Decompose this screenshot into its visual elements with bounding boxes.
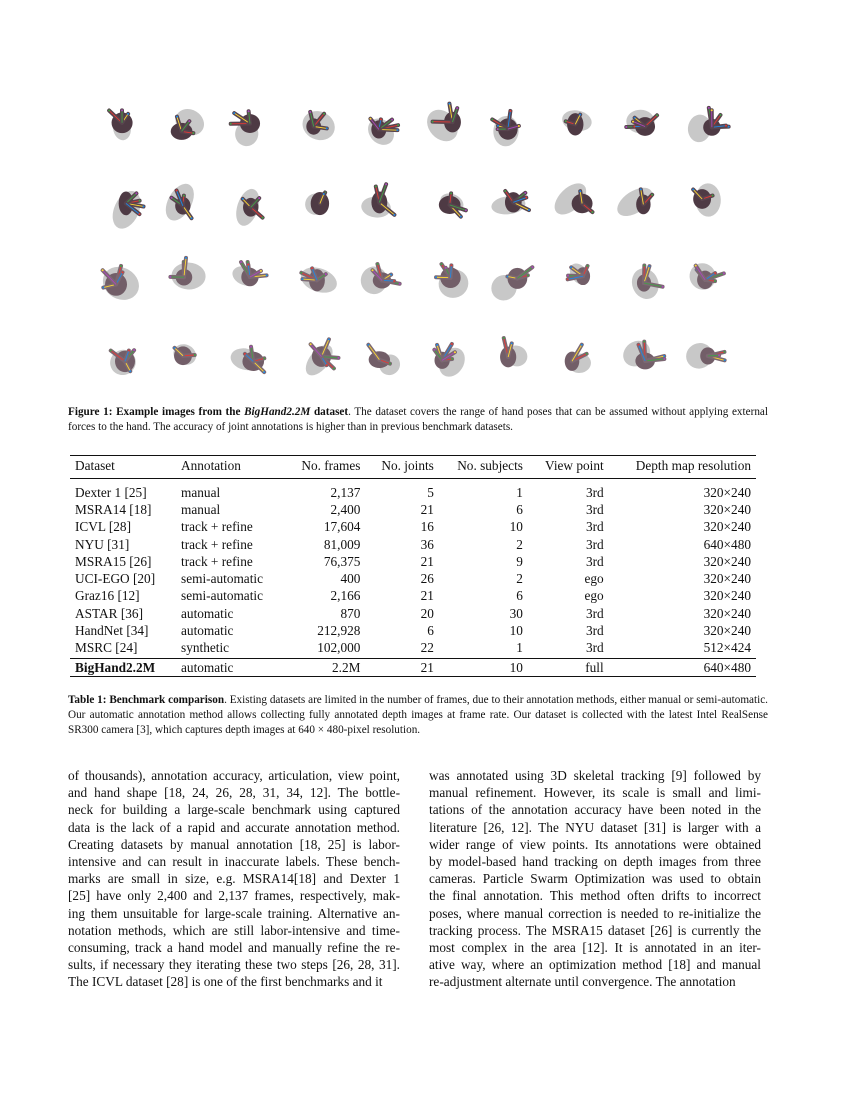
table-row	[70, 519, 756, 536]
hand-depth-image	[161, 100, 213, 152]
cell-joints: 20	[420, 605, 434, 621]
hand-icon	[616, 100, 668, 152]
hand-icon	[616, 254, 668, 306]
hand-depth-image	[681, 331, 733, 383]
hand-depth-image	[486, 254, 538, 306]
hand-icon	[291, 100, 343, 152]
hand-image-grid	[90, 96, 760, 388]
hand-icon	[616, 177, 668, 229]
hand-depth-image	[161, 254, 213, 306]
hand-icon	[161, 331, 213, 383]
cell-dataset: ASTAR [36]	[75, 605, 144, 621]
header-subjects: No. subjects	[457, 458, 523, 473]
hand-icon	[551, 177, 603, 229]
hand-depth-image	[551, 331, 603, 383]
cell-resolution: 320×240	[703, 553, 751, 569]
hand-icon	[551, 331, 603, 383]
hand-icon	[681, 177, 733, 229]
hand-depth-image	[681, 254, 733, 306]
body-column-right	[429, 767, 761, 991]
cell-view-point: ego	[584, 588, 604, 604]
hand-icon	[421, 331, 473, 383]
cell-subjects: 1	[516, 640, 523, 656]
hand-depth-image	[356, 254, 408, 306]
hand-depth-image	[421, 331, 473, 383]
cell-view-point: 3rd	[585, 553, 604, 569]
hand-depth-image	[291, 177, 343, 229]
cell-frames: 17,604	[323, 519, 361, 535]
hand-icon	[226, 177, 278, 229]
table-caption-resolution: 640 × 480	[298, 724, 344, 736]
hand-depth-image	[421, 254, 473, 306]
cell-view-point: full	[528, 658, 609, 676]
hand-icon	[486, 331, 538, 383]
cell-annotation: track + refine	[181, 553, 253, 569]
hand-depth-image	[421, 100, 473, 152]
text-line: ative way, where an optimization method [18] and manual	[429, 957, 761, 973]
body-column-left	[68, 767, 400, 991]
text-line: and hand shape [18, 24, 26, 28, 31, 34, 12]. The bottle-	[68, 785, 400, 801]
hand-depth-image	[356, 100, 408, 152]
hand-depth-image	[616, 254, 668, 306]
table-row	[70, 501, 756, 518]
text-line: The ICVL dataset [28] is one of the first benchmarks and it	[68, 974, 383, 990]
hand-icon	[486, 100, 538, 152]
text-line: consuming, track a hand model and manually refine the re-	[68, 940, 400, 956]
text-line: most complex in the area [12]. It is annotated in an iter-	[429, 940, 761, 956]
cell-annotation: manual	[181, 501, 221, 517]
cell-resolution: 640×480	[703, 536, 751, 552]
cell-joints: 5	[427, 484, 434, 500]
text-line: poses, where manual correction is needed to re-initialize the	[429, 905, 761, 921]
hand-icon	[161, 100, 213, 152]
hand-icon	[551, 254, 603, 306]
cell-view-point: ego	[584, 571, 604, 587]
cell-resolution: 320×240	[703, 605, 751, 621]
hand-depth-image	[226, 177, 278, 229]
hand-icon	[486, 177, 538, 229]
hand-icon	[291, 331, 343, 383]
table-caption-end: -pixel resolution.	[343, 724, 421, 736]
text-line: manual refinement. However, its scale is small and limi-	[429, 785, 761, 801]
hand-depth-image	[96, 331, 148, 383]
cell-frames: 870	[340, 605, 361, 621]
cell-dataset: BigHand2.2M	[70, 658, 176, 676]
cell-frames: 400	[340, 571, 361, 587]
header-view-point: View point	[545, 458, 604, 473]
cell-view-point: 3rd	[585, 501, 604, 517]
cell-subjects: 2	[516, 536, 523, 552]
cell-view-point: 3rd	[585, 623, 604, 639]
text-line: tracking process. The MSRA15 dataset [26] is currently the	[429, 922, 761, 938]
hand-icon	[421, 177, 473, 229]
hand-depth-image	[226, 100, 278, 152]
hand-depth-image	[96, 177, 148, 229]
hand-icon	[96, 331, 148, 383]
cell-resolution: 320×240	[703, 623, 751, 639]
text-line: notation methods, which are still labor-intensive and time-	[68, 922, 400, 938]
table-row	[70, 640, 756, 659]
cell-joints: 21	[420, 553, 434, 569]
cell-dataset: NYU [31]	[75, 536, 130, 552]
hand-icon	[161, 177, 213, 229]
cell-resolution: 320×240	[703, 501, 751, 517]
text-line: wider range of view points. Its annotations were obtained	[429, 836, 761, 852]
hand-icon	[96, 254, 148, 306]
cell-subjects: 2	[516, 571, 523, 587]
table-row	[70, 622, 756, 639]
cell-resolution: 640×480	[609, 658, 756, 676]
header-dataset: Dataset	[75, 458, 115, 473]
table-caption	[68, 693, 768, 738]
hand-depth-image	[226, 331, 278, 383]
cell-subjects: 6	[516, 588, 523, 604]
hand-icon	[486, 254, 538, 306]
cell-resolution: 320×240	[703, 484, 751, 500]
cell-frames: 2,400	[330, 501, 361, 517]
cell-annotation: automatic	[181, 623, 234, 639]
text-line: of thousands), annotation accuracy, articulation, view point,	[68, 768, 400, 783]
cell-view-point: 3rd	[585, 640, 604, 656]
cell-joints: 22	[420, 640, 434, 656]
cell-subjects: 10	[509, 519, 523, 535]
hand-depth-image	[161, 177, 213, 229]
cell-view-point: 3rd	[585, 605, 604, 621]
cell-joints: 36	[420, 536, 434, 552]
hand-depth-image	[551, 177, 603, 229]
cell-annotation: automatic	[176, 658, 284, 676]
hand-icon	[421, 100, 473, 152]
hand-icon	[226, 254, 278, 306]
cell-joints: 21	[420, 501, 434, 517]
cell-dataset: MSRA14 [18]	[75, 501, 152, 517]
cell-frames: 212,928	[317, 623, 361, 639]
hand-depth-image	[551, 100, 603, 152]
cell-subjects: 6	[516, 501, 523, 517]
hand-icon	[96, 177, 148, 229]
cell-resolution: 512×424	[703, 640, 751, 656]
hand-depth-image	[226, 254, 278, 306]
cell-view-point: 3rd	[585, 536, 604, 552]
hand-depth-image	[616, 177, 668, 229]
hand-depth-image	[486, 331, 538, 383]
table-header-row	[70, 456, 756, 479]
table-row	[70, 570, 756, 587]
header-annotation: Annotation	[181, 458, 241, 473]
text-line: data is the lack of a rapid and accurate annotation method.	[68, 819, 400, 835]
text-line: the final annotation. This method often drifts to incorrect	[429, 888, 761, 904]
cell-frames: 2,166	[330, 588, 361, 604]
cell-view-point: 3rd	[585, 519, 604, 535]
hand-depth-image	[681, 100, 733, 152]
hand-icon	[356, 177, 408, 229]
cell-frames: 81,009	[323, 536, 361, 552]
cell-annotation: synthetic	[181, 640, 230, 656]
hand-icon	[421, 254, 473, 306]
cell-subjects: 9	[516, 553, 523, 569]
table-row	[70, 479, 756, 502]
hand-icon	[551, 100, 603, 152]
hand-depth-image	[486, 100, 538, 152]
hand-depth-image	[551, 254, 603, 306]
text-line: re-adjustment alternate until convergence. The annotation	[429, 974, 736, 990]
text-line: Creating datasets by manual annotation [18, 25] is labor-	[68, 836, 400, 852]
hand-icon	[681, 100, 733, 152]
figure-caption-label: Figure 1: Example images from the BigHand2.2M dataset	[68, 406, 349, 418]
header-resolution: Depth map resolution	[635, 458, 751, 473]
cell-joints: 21	[420, 588, 434, 604]
table-row	[70, 588, 756, 605]
text-line: literature [26, 12]. The NYU dataset [31] is larger with a	[429, 819, 761, 835]
text-line: cameras. Particle Swarm Optimization was used to obtain	[429, 871, 761, 887]
cell-frames: 76,375	[323, 553, 361, 569]
hand-icon	[96, 100, 148, 152]
hand-icon	[226, 100, 278, 152]
hand-depth-image	[291, 100, 343, 152]
hand-depth-image	[356, 177, 408, 229]
cell-frames: 2,137	[330, 484, 361, 500]
cell-joints: 26	[420, 571, 434, 587]
cell-subjects: 10	[439, 658, 528, 676]
cell-annotation: semi-automatic	[181, 571, 264, 587]
cell-dataset: MSRA15 [26]	[75, 553, 152, 569]
cell-joints: 21	[365, 658, 438, 676]
cell-dataset: ICVL [28]	[75, 519, 132, 535]
table-row	[70, 605, 756, 622]
text-line: marks are small in size, e.g. MSRA14[18] and Dexter 1	[68, 871, 400, 887]
hand-depth-image	[96, 254, 148, 306]
cell-annotation: track + refine	[181, 519, 253, 535]
benchmark-table	[70, 455, 756, 677]
hand-icon	[291, 177, 343, 229]
cell-resolution: 320×240	[703, 571, 751, 587]
hand-depth-image	[616, 100, 668, 152]
cell-subjects: 1	[516, 484, 523, 500]
table-caption-text: . Existing datasets are limited in the number of frames, due to their annotation methods, either manual or semi-automatic. Our automatic annotation method allows collecting fully annotated depth images at frame rate. Our dataset is collected with the latest Intel RealSense SR300 camera [3], which captures depth images at	[68, 694, 768, 736]
header-joints: No. joints	[381, 458, 434, 473]
hand-depth-image	[96, 100, 148, 152]
cell-dataset: Dexter 1 [25]	[75, 484, 147, 500]
cell-annotation: automatic	[181, 605, 234, 621]
cell-subjects: 30	[509, 605, 523, 621]
cell-dataset: MSRC [24]	[75, 640, 138, 656]
text-line: sults, if necessary they iterating these two steps [26, 28, 31].	[68, 957, 400, 973]
cell-frames: 102,000	[317, 640, 361, 656]
hand-icon	[161, 254, 213, 306]
text-line: ing them unsuitable for large-scale training. Alternative an-	[68, 905, 400, 921]
text-line: was annotated using 3D skeletal tracking [9] followed by	[429, 768, 761, 783]
table-row	[70, 658, 756, 676]
text-line: tations of the annotation accuracy have been noted in the	[429, 802, 761, 818]
table-caption-label: Table 1: Benchmark comparison	[68, 694, 225, 706]
text-line: intensive and can result in inaccurate labels. These bench-	[68, 854, 400, 870]
text-line: by model-based hand tracking on depth images from three	[429, 854, 761, 870]
cell-subjects: 10	[509, 623, 523, 639]
cell-resolution: 320×240	[703, 519, 751, 535]
cell-joints: 16	[420, 519, 434, 535]
hand-icon	[291, 254, 343, 306]
cell-annotation: semi-automatic	[181, 588, 264, 604]
hand-icon	[681, 331, 733, 383]
hand-icon	[356, 254, 408, 306]
figure-caption-text: . The dataset covers the range of hand poses that can be assumed without applying external forces to the hand. The accuracy of joint annotations is higher than in previous benchmark datasets.	[68, 406, 768, 433]
header-frames: No. frames	[301, 458, 361, 473]
hand-icon	[616, 331, 668, 383]
cell-dataset: UCI-EGO [20]	[75, 571, 156, 587]
text-line: neck for building a large-scale benchmark using captured	[68, 802, 400, 818]
cell-dataset: HandNet [34]	[75, 623, 149, 639]
cell-joints: 6	[427, 623, 434, 639]
hand-depth-image	[356, 331, 408, 383]
hand-icon	[356, 100, 408, 152]
hand-depth-image	[291, 331, 343, 383]
cell-annotation: track + refine	[181, 536, 253, 552]
cell-view-point: 3rd	[585, 484, 604, 500]
table-row	[70, 536, 756, 553]
hand-depth-image	[616, 331, 668, 383]
cell-annotation: manual	[181, 484, 221, 500]
hand-depth-image	[486, 177, 538, 229]
figure-caption	[68, 405, 768, 435]
cell-frames: 2.2M	[284, 658, 365, 676]
hand-icon	[681, 254, 733, 306]
hand-icon	[356, 331, 408, 383]
text-line: [25] have only 2,400 and 2,137 frames, respectively, mak-	[68, 888, 400, 904]
hand-depth-image	[681, 177, 733, 229]
hand-depth-image	[161, 331, 213, 383]
hand-icon	[226, 331, 278, 383]
hand-depth-image	[291, 254, 343, 306]
cell-resolution: 320×240	[703, 588, 751, 604]
table-row	[70, 553, 756, 570]
hand-depth-image	[421, 177, 473, 229]
cell-dataset: Graz16 [12]	[75, 588, 140, 604]
